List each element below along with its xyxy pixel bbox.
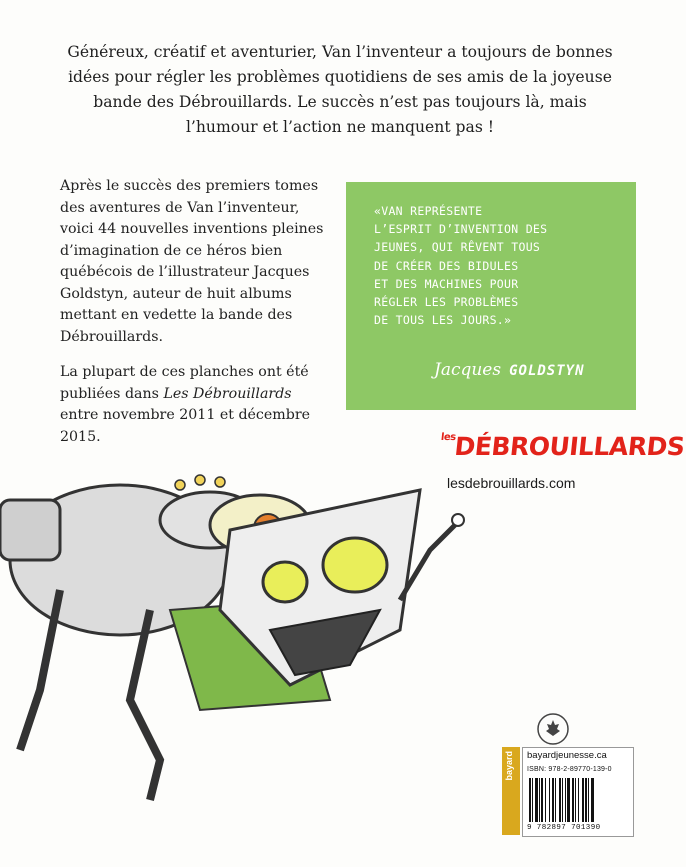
light-2 (195, 475, 205, 485)
barcode-bar (572, 778, 574, 822)
quote-text: «VAN REPRÉSENTE L’ESPRIT D’INVENTION DES JEUNES, QUI RÊVENT TOUS DE CRÉER DES BIDULES ET DES MACHINES POUR RÉGLER LES PROBLÈMES DE TOUS LES JOURS.» (374, 204, 548, 328)
barcode-number: 9 782897 701390 (527, 824, 601, 832)
light-1 (175, 480, 185, 490)
robot-pipe-shape (0, 500, 60, 560)
barcode-bar (529, 778, 531, 822)
intro-paragraph: Généreux, créatif et aventurier, Van l’inventeur a toujours de bonnes idées pour régler les problèmes quotidiens de ses amis de la joyeuse bande des Débrouillards. Le succès n’est pas toujours là, mais l’humour et l’action ne manquent pas ! (67, 43, 613, 136)
description-paragraph-2 (60, 362, 328, 448)
barcode-bar (588, 778, 589, 822)
debrouillards-logo (438, 432, 685, 461)
barcode-bar (585, 778, 587, 822)
description-text (60, 176, 328, 462)
arm-tip-shape (452, 514, 464, 526)
barcode-bar (567, 778, 570, 822)
barcode-box (522, 747, 634, 837)
cat-eye-right-shape (263, 562, 307, 602)
barcode-bar (578, 778, 579, 822)
barcode-bar (549, 778, 550, 822)
para2-start: La plupart de ces planches ont été publiées dans (60, 364, 309, 402)
environment-logo (535, 712, 571, 746)
robot-leg-front (130, 610, 160, 800)
publisher-name: bayard (504, 751, 514, 781)
barcode (527, 778, 627, 822)
barcode-bar (562, 778, 563, 822)
barcode-bar (575, 778, 576, 822)
barcode-bar (555, 778, 556, 822)
para2-end: entre novembre 2011 et décembre 2015. (60, 407, 310, 445)
robot-cat-illustration (0, 460, 470, 860)
signature-first: Jacques (434, 360, 502, 380)
barcode-bar (532, 778, 533, 822)
logo-wordmark: DÉBROUILLARDS (453, 432, 686, 461)
light-3 (215, 477, 225, 487)
barcode-bar (541, 778, 543, 822)
robot-leg-back (20, 590, 60, 750)
website-url: lesdebrouillards.com (447, 475, 576, 491)
quote-box (346, 182, 636, 410)
quote-signature (434, 360, 585, 380)
signature-last: GOLDSTYN (509, 363, 585, 379)
isbn: ISBN: 978-2-89770-139-0 (527, 766, 612, 773)
barcode-bar (539, 778, 540, 822)
barcode-bar (535, 778, 538, 822)
barcode-bar (545, 778, 546, 822)
barcode-bar (582, 778, 584, 822)
barcode-bar (552, 778, 554, 822)
logo-prefix: les (440, 432, 457, 443)
maple-leaf-icon (546, 720, 560, 736)
description-paragraph-1: Après le succès des premiers tomes des aventures de Van l’inventeur, voici 44 nouvelles inventions pleines d’imagination de ce héros bien québécois de l’illustrateur Jacques Goldstyn, auteur de huit albums mettant en vedette la bande des Débrouillards. (60, 178, 324, 345)
barcode-bar (559, 778, 561, 822)
barcode-bar (591, 778, 594, 822)
magazine-title: Les Débrouillards (163, 385, 292, 402)
cat-eye-left-shape (323, 538, 387, 592)
publisher-site: bayardjeunesse.ca (527, 750, 607, 761)
publisher-band (502, 747, 520, 835)
barcode-bar (565, 778, 566, 822)
